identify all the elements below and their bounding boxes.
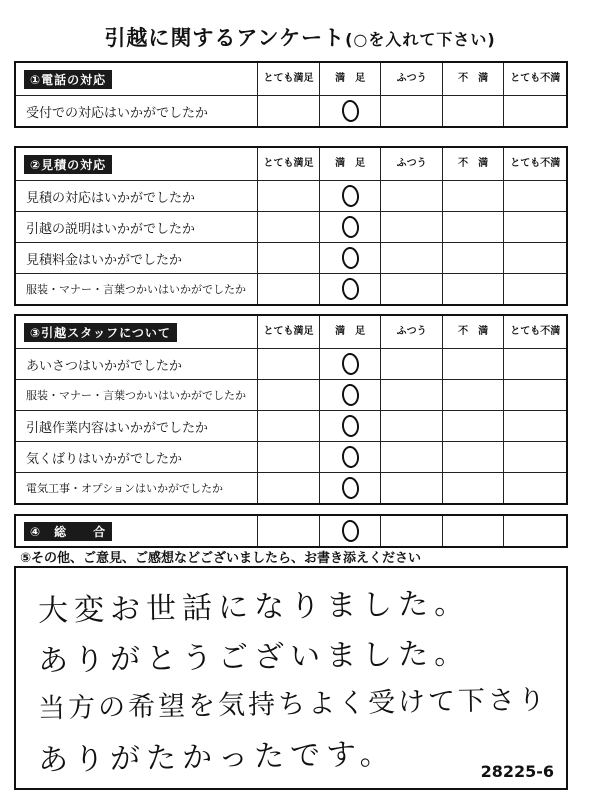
rating-cell[interactable] [504, 96, 566, 126]
rating-cell[interactable] [320, 473, 382, 503]
overall-label: ④ 総 合 [24, 522, 112, 541]
rating-cell[interactable] [258, 380, 320, 410]
rating-cell[interactable] [381, 243, 443, 273]
question-text: 見積料金はいかがでしたか [16, 243, 258, 273]
question-text: 受付での対応はいかがでしたか [16, 96, 258, 126]
rating-cell[interactable] [443, 442, 505, 472]
column-header [381, 148, 443, 180]
column-header-line1: 満 足 [335, 158, 366, 169]
rating-cell[interactable] [381, 442, 443, 472]
rating-cell[interactable] [443, 212, 505, 242]
rating-cell[interactable] [504, 274, 566, 304]
rating-cell[interactable] [258, 243, 320, 273]
column-header [443, 148, 505, 180]
section-label-cell [16, 148, 258, 180]
question-row [16, 410, 566, 441]
rating-cell[interactable] [258, 411, 320, 441]
rating-cell[interactable] [258, 516, 320, 546]
question-text: 服装・マナー・言葉つかいはいかがでしたか [16, 274, 258, 304]
rating-cell[interactable] [443, 516, 505, 546]
rating-cell[interactable] [381, 96, 443, 126]
question-text: 引越作業内容はいかがでしたか [16, 411, 258, 441]
question-row [16, 441, 566, 472]
rating-cell[interactable] [320, 181, 382, 211]
circle-mark-icon [340, 277, 359, 301]
column-header [504, 316, 566, 348]
column-header [381, 63, 443, 95]
comment-line: 当方の希望を気持ちよく受けて下さり [37, 684, 549, 725]
column-header-line2: 不満 [540, 326, 561, 337]
column-header [258, 316, 320, 348]
column-header [443, 316, 505, 348]
section-header-row [16, 63, 566, 95]
rating-cell[interactable] [320, 380, 382, 410]
column-header-line1: 不 満 [458, 73, 489, 84]
rating-cell[interactable] [258, 349, 320, 379]
rating-cell[interactable] [504, 349, 566, 379]
column-header-line1: 不 満 [458, 326, 489, 337]
rating-cell[interactable] [320, 411, 382, 441]
column-header [504, 148, 566, 180]
column-header-line1: とても [263, 158, 294, 169]
survey-title-text: 引越に関するアンケート [104, 26, 346, 50]
question-row [16, 273, 566, 304]
rating-cell[interactable] [443, 181, 505, 211]
overall-label-cell [16, 516, 258, 546]
rating-cell[interactable] [381, 212, 443, 242]
section-overall [14, 514, 568, 548]
overall-row [16, 516, 566, 546]
rating-cell[interactable] [258, 442, 320, 472]
question-row [16, 211, 566, 242]
column-header [443, 63, 505, 95]
question-row [16, 95, 566, 126]
column-header-line1: 満 足 [335, 326, 366, 337]
section-header-row [16, 316, 566, 348]
question-text: 気くばりはいかがでしたか [16, 442, 258, 472]
circle-mark-icon [340, 414, 359, 438]
rating-cell[interactable] [320, 442, 382, 472]
rating-cell[interactable] [258, 473, 320, 503]
section-header-row [16, 148, 566, 180]
question-text: 服装・マナー・言葉つかいはいかがでしたか [16, 380, 258, 410]
rating-cell[interactable] [320, 212, 382, 242]
rating-cell[interactable] [320, 349, 382, 379]
column-header [258, 63, 320, 95]
circle-mark-icon [340, 215, 359, 239]
circle-mark-icon [340, 383, 359, 407]
section-label-cell [16, 316, 258, 348]
question-row [16, 242, 566, 273]
rating-cell[interactable] [443, 473, 505, 503]
rating-cell[interactable] [443, 274, 505, 304]
circle-mark-icon [340, 352, 359, 376]
survey-title-note: (○を入れて下さい) [345, 30, 496, 49]
comment-line: ありがとうございました。 [37, 636, 471, 679]
rating-cell[interactable] [443, 349, 505, 379]
section-label: ③引越スタッフについて [24, 323, 177, 342]
rating-cell[interactable] [504, 473, 566, 503]
question-text: 引越の説明はいかがでしたか [16, 212, 258, 242]
rating-cell[interactable] [320, 274, 382, 304]
column-header-line1: ふつう [396, 158, 427, 169]
column-header [504, 63, 566, 95]
column-header-line1: ふつう [396, 326, 427, 337]
rating-cell[interactable] [443, 411, 505, 441]
document-number: 28225-6 [480, 762, 554, 781]
rating-cell[interactable] [443, 243, 505, 273]
question-row [16, 472, 566, 503]
question-row [16, 379, 566, 410]
question-row [16, 180, 566, 211]
column-header-line2: 不満 [540, 73, 561, 84]
rating-cell[interactable] [443, 380, 505, 410]
column-header-line1: とても [510, 326, 541, 337]
circle-mark-icon [340, 246, 359, 270]
rating-cell[interactable] [504, 380, 566, 410]
rating-cell[interactable] [504, 243, 566, 273]
column-header-line1: とても [263, 73, 294, 84]
column-header [320, 148, 382, 180]
rating-cell[interactable] [320, 516, 382, 546]
rating-cell[interactable] [381, 473, 443, 503]
question-row [16, 348, 566, 379]
comment-line: 大変お世話になりました。 [37, 586, 471, 629]
question-text: あいさつはいかがでしたか [16, 349, 258, 379]
section-estimate [14, 146, 568, 306]
rating-cell[interactable] [504, 181, 566, 211]
rating-cell[interactable] [381, 380, 443, 410]
question-text: 電気工事・オプションはいかがでしたか [16, 473, 258, 503]
rating-cell[interactable] [504, 516, 566, 546]
column-header-line1: 不 満 [458, 158, 489, 169]
column-header [381, 316, 443, 348]
column-header-line1: ふつう [396, 73, 427, 84]
circle-mark-icon [340, 99, 359, 123]
circle-mark-icon [340, 184, 359, 208]
circle-mark-icon [340, 445, 359, 469]
section-phone [14, 61, 568, 128]
rating-cell[interactable] [258, 274, 320, 304]
section-label-cell [16, 63, 258, 95]
rating-cell[interactable] [443, 96, 505, 126]
comment-heading: ⑤その他、ご意見、ご感想などございましたら、お書き添えください [20, 551, 422, 566]
column-header [320, 316, 382, 348]
circle-mark-icon [340, 476, 359, 500]
section-staff [14, 314, 568, 505]
rating-cell[interactable] [504, 442, 566, 472]
column-header-line2: 満足 [293, 73, 314, 84]
rating-cell[interactable] [381, 411, 443, 441]
circle-mark-icon [340, 519, 359, 543]
rating-cell[interactable] [381, 181, 443, 211]
column-header-line2: 満足 [293, 158, 314, 169]
column-header-line1: 満 足 [335, 73, 366, 84]
rating-cell[interactable] [258, 212, 320, 242]
rating-cell[interactable] [258, 181, 320, 211]
question-text: 見積の対応はいかがでしたか [16, 181, 258, 211]
rating-cell[interactable] [320, 96, 382, 126]
column-header [258, 148, 320, 180]
comment-line: ありがたかったです。 [37, 736, 396, 779]
rating-cell[interactable] [381, 349, 443, 379]
column-header-line1: とても [510, 158, 541, 169]
section-label: ①電話の対応 [24, 70, 112, 89]
rating-cell[interactable] [320, 243, 382, 273]
rating-cell[interactable] [504, 411, 566, 441]
section-label: ②見積の対応 [24, 155, 112, 174]
rating-cell[interactable] [381, 274, 443, 304]
rating-cell[interactable] [504, 212, 566, 242]
rating-cell[interactable] [381, 516, 443, 546]
column-header [320, 63, 382, 95]
rating-cell[interactable] [258, 96, 320, 126]
survey-title [0, 22, 600, 52]
column-header-line2: 不満 [540, 158, 561, 169]
comment-box[interactable] [14, 566, 568, 790]
column-header-line1: とても [263, 326, 294, 337]
column-header-line1: とても [510, 73, 541, 84]
column-header-line2: 満足 [293, 326, 314, 337]
